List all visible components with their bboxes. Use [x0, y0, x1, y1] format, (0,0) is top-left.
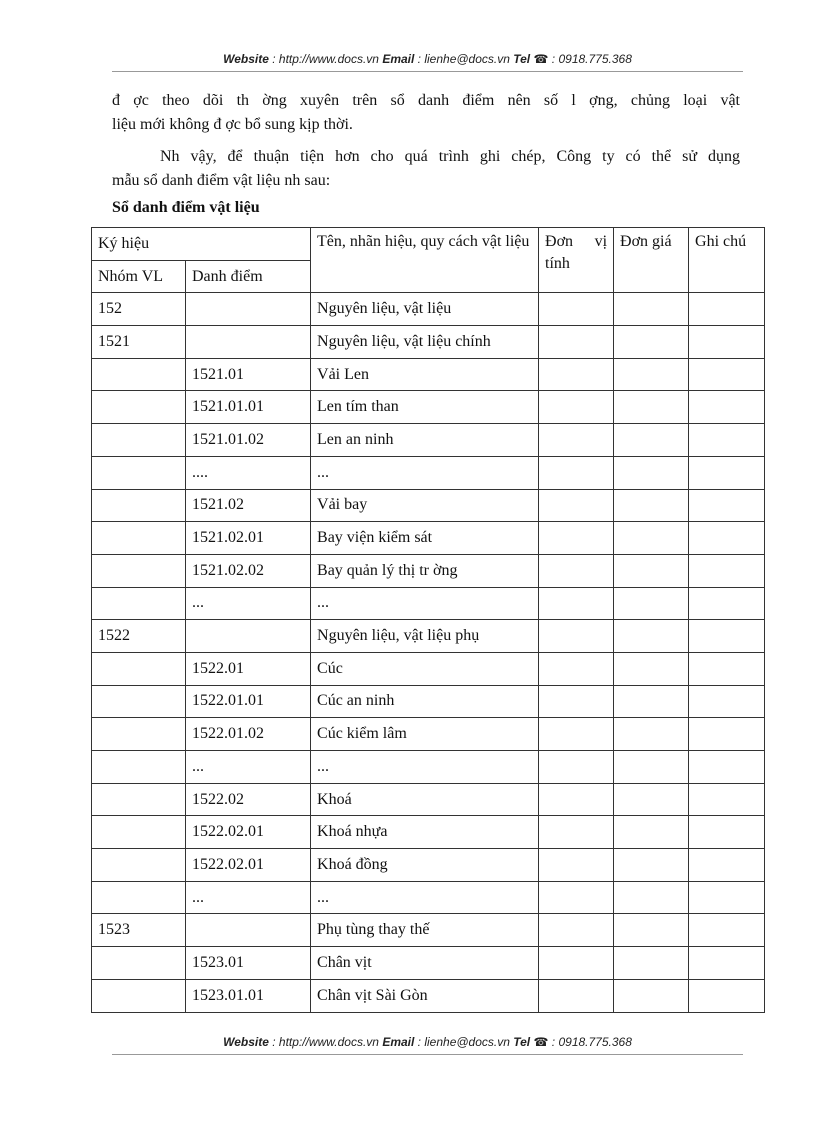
cell-nhom-vl: 1522 — [92, 620, 186, 653]
cell-don-gia — [614, 849, 689, 882]
cell-nhom-vl — [92, 718, 186, 751]
paragraph-1-line-1: đ ợc theo dõi th ờng xuyên trên sổ danh điểm nên số l ợng, chủng loại vật — [112, 92, 740, 109]
table-row — [92, 718, 765, 751]
table-row — [92, 554, 765, 587]
cell-don-vi — [539, 620, 614, 653]
table-row — [92, 816, 765, 849]
cell-danh-diem: ... — [186, 881, 311, 914]
cell-don-gia — [614, 391, 689, 424]
table-row — [92, 849, 765, 882]
cell-ghi-chu — [689, 914, 765, 947]
cell-don-gia — [614, 718, 689, 751]
cell-don-gia — [614, 947, 689, 980]
cell-ghi-chu — [689, 652, 765, 685]
cell-ghi-chu — [689, 391, 765, 424]
cell-danh-diem: 1521.01 — [186, 358, 311, 391]
website-url[interactable]: : http://www.docs.vn — [272, 52, 379, 66]
cell-ghi-chu — [689, 620, 765, 653]
cell-don-gia — [614, 522, 689, 555]
cell-nhom-vl — [92, 424, 186, 457]
table-row — [92, 783, 765, 816]
cell-ghi-chu — [689, 522, 765, 555]
cell-ghi-chu — [689, 685, 765, 718]
cell-don-gia — [614, 456, 689, 489]
header-ghi-chu: Ghi chú — [689, 228, 765, 293]
footer-divider — [112, 1054, 743, 1055]
cell-don-gia — [614, 685, 689, 718]
cell-ten: Cúc — [311, 652, 539, 685]
table-row — [92, 489, 765, 522]
header-danh-diem: Danh điểm — [186, 260, 311, 293]
table-body — [92, 293, 765, 1012]
cell-ten: Bay viện kiểm sát — [311, 522, 539, 555]
table-row — [92, 881, 765, 914]
cell-don-gia — [614, 881, 689, 914]
website-label: Website — [223, 1035, 269, 1049]
table-row — [92, 652, 765, 685]
header-ten: Tên, nhãn hiệu, quy cách vật liệu — [311, 228, 539, 293]
cell-nhom-vl: 1521 — [92, 326, 186, 359]
cell-ten: Len tím than — [311, 391, 539, 424]
cell-danh-diem — [186, 620, 311, 653]
paragraph-2-line-2: mẫu sổ danh điểm vật liệu nh sau: — [112, 172, 331, 189]
tel-value: : 0918.775.368 — [551, 1035, 632, 1049]
cell-ghi-chu — [689, 947, 765, 980]
header-nhom-vl: Nhóm VL — [92, 260, 186, 293]
cell-ten: ... — [311, 751, 539, 784]
cell-don-vi — [539, 293, 614, 326]
cell-ghi-chu — [689, 489, 765, 522]
cell-ghi-chu — [689, 979, 765, 1012]
tel-label: Tel — [513, 52, 531, 66]
cell-don-vi — [539, 652, 614, 685]
cell-don-vi — [539, 751, 614, 784]
cell-don-vi — [539, 718, 614, 751]
paragraph-2-line-1: Nh vậy, để thuận tiện hơn cho quá trình ghi chép, Công ty có thể sử dụng — [160, 148, 740, 165]
cell-don-gia — [614, 914, 689, 947]
page-header — [112, 52, 743, 66]
cell-danh-diem: 1522.01.02 — [186, 718, 311, 751]
cell-nhom-vl — [92, 489, 186, 522]
email-value[interactable]: : lienhe@docs.vn — [417, 1035, 510, 1049]
cell-ten: Len an ninh — [311, 424, 539, 457]
cell-don-vi — [539, 456, 614, 489]
cell-danh-diem: 1521.02 — [186, 489, 311, 522]
cell-don-vi — [539, 816, 614, 849]
cell-ghi-chu — [689, 751, 765, 784]
cell-don-vi — [539, 914, 614, 947]
cell-don-vi — [539, 685, 614, 718]
cell-don-vi — [539, 947, 614, 980]
header-ky-hieu: Ký hiệu — [92, 228, 311, 261]
cell-danh-diem: 1521.02.01 — [186, 522, 311, 555]
table-row — [92, 620, 765, 653]
cell-don-vi — [539, 979, 614, 1012]
cell-don-gia — [614, 293, 689, 326]
cell-ten: Vải Len — [311, 358, 539, 391]
table-row — [92, 424, 765, 457]
cell-don-vi — [539, 424, 614, 457]
cell-ten: Nguyên liệu, vật liệu — [311, 293, 539, 326]
cell-ghi-chu — [689, 293, 765, 326]
cell-ten: Chân vịt Sài Gòn — [311, 979, 539, 1012]
cell-nhom-vl — [92, 358, 186, 391]
cell-nhom-vl — [92, 816, 186, 849]
cell-don-vi — [539, 489, 614, 522]
email-label: Email — [382, 1035, 415, 1049]
website-label: Website — [223, 52, 269, 66]
cell-don-vi — [539, 326, 614, 359]
email-value[interactable]: : lienhe@docs.vn — [417, 52, 510, 66]
table-row — [92, 587, 765, 620]
cell-ten: Khoá đồng — [311, 849, 539, 882]
table-row — [92, 326, 765, 359]
phone-icon: ☎ — [533, 1035, 549, 1049]
cell-don-gia — [614, 783, 689, 816]
table-row — [92, 293, 765, 326]
table-row — [92, 751, 765, 784]
cell-ten: Phụ tùng thay thế — [311, 914, 539, 947]
table-row — [92, 358, 765, 391]
cell-ghi-chu — [689, 816, 765, 849]
cell-ten: ... — [311, 587, 539, 620]
cell-don-gia — [614, 489, 689, 522]
table-row — [92, 947, 765, 980]
paragraph-1-line-2: liệu mới không đ ợc bổ sung kịp thời. — [112, 116, 353, 133]
cell-danh-diem: ... — [186, 751, 311, 784]
cell-ghi-chu — [689, 849, 765, 882]
table-row — [92, 979, 765, 1012]
cell-ghi-chu — [689, 881, 765, 914]
cell-ghi-chu — [689, 718, 765, 751]
cell-nhom-vl: 152 — [92, 293, 186, 326]
cell-danh-diem: 1521.01.01 — [186, 391, 311, 424]
cell-ten: Khoá nhựa — [311, 816, 539, 849]
email-label: Email — [382, 52, 415, 66]
cell-nhom-vl — [92, 881, 186, 914]
cell-nhom-vl — [92, 685, 186, 718]
cell-don-vi — [539, 783, 614, 816]
cell-ghi-chu — [689, 456, 765, 489]
cell-nhom-vl — [92, 652, 186, 685]
tel-value: : 0918.775.368 — [551, 52, 632, 66]
cell-nhom-vl — [92, 391, 186, 424]
cell-nhom-vl — [92, 783, 186, 816]
header-divider — [112, 71, 743, 72]
cell-don-vi — [539, 849, 614, 882]
cell-ten: Nguyên liệu, vật liệu phụ — [311, 620, 539, 653]
materials-table — [91, 227, 765, 1013]
cell-don-gia — [614, 979, 689, 1012]
cell-danh-diem: 1522.01 — [186, 652, 311, 685]
cell-ghi-chu — [689, 554, 765, 587]
cell-ghi-chu — [689, 783, 765, 816]
section-title: Sổ danh điểm vật liệu — [112, 199, 260, 216]
cell-ten: Bay quản lý thị tr ờng — [311, 554, 539, 587]
cell-danh-diem: 1522.02.01 — [186, 849, 311, 882]
cell-danh-diem: .... — [186, 456, 311, 489]
cell-ten: Khoá — [311, 783, 539, 816]
cell-ten: ... — [311, 881, 539, 914]
cell-danh-diem — [186, 326, 311, 359]
cell-danh-diem: 1521.02.02 — [186, 554, 311, 587]
cell-danh-diem: 1522.02.01 — [186, 816, 311, 849]
cell-danh-diem: 1522.02 — [186, 783, 311, 816]
cell-ghi-chu — [689, 587, 765, 620]
cell-danh-diem — [186, 293, 311, 326]
cell-danh-diem: 1523.01 — [186, 947, 311, 980]
cell-don-gia — [614, 751, 689, 784]
header-don-gia: Đơn giá — [614, 228, 689, 293]
cell-ten: ... — [311, 456, 539, 489]
phone-icon: ☎ — [533, 52, 549, 66]
cell-don-vi — [539, 522, 614, 555]
cell-danh-diem: 1521.01.02 — [186, 424, 311, 457]
table-row — [92, 456, 765, 489]
tel-label: Tel — [513, 1035, 531, 1049]
cell-ten: Nguyên liệu, vật liệu chính — [311, 326, 539, 359]
cell-danh-diem — [186, 914, 311, 947]
cell-nhom-vl — [92, 587, 186, 620]
cell-danh-diem: 1522.01.01 — [186, 685, 311, 718]
table-row — [92, 914, 765, 947]
cell-don-vi — [539, 587, 614, 620]
cell-don-vi — [539, 881, 614, 914]
cell-don-gia — [614, 554, 689, 587]
cell-don-gia — [614, 620, 689, 653]
cell-don-gia — [614, 587, 689, 620]
website-url[interactable]: : http://www.docs.vn — [272, 1035, 379, 1049]
cell-don-vi — [539, 554, 614, 587]
cell-danh-diem: ... — [186, 587, 311, 620]
cell-danh-diem: 1523.01.01 — [186, 979, 311, 1012]
cell-don-gia — [614, 816, 689, 849]
cell-don-gia — [614, 326, 689, 359]
cell-nhom-vl — [92, 554, 186, 587]
cell-nhom-vl: 1523 — [92, 914, 186, 947]
cell-don-gia — [614, 424, 689, 457]
table-row — [92, 685, 765, 718]
cell-nhom-vl — [92, 522, 186, 555]
cell-nhom-vl — [92, 456, 186, 489]
cell-nhom-vl — [92, 947, 186, 980]
cell-ghi-chu — [689, 424, 765, 457]
cell-ten: Vải bay — [311, 489, 539, 522]
cell-ten: Chân vịt — [311, 947, 539, 980]
cell-don-vi — [539, 391, 614, 424]
cell-nhom-vl — [92, 979, 186, 1012]
cell-don-gia — [614, 652, 689, 685]
cell-ghi-chu — [689, 326, 765, 359]
table-row — [92, 522, 765, 555]
cell-don-gia — [614, 358, 689, 391]
header-don-vi: Đơn vị tính — [539, 228, 614, 293]
cell-nhom-vl — [92, 849, 186, 882]
cell-ghi-chu — [689, 358, 765, 391]
table-row — [92, 391, 765, 424]
page-footer — [112, 1035, 743, 1049]
cell-ten: Cúc kiểm lâm — [311, 718, 539, 751]
cell-don-vi — [539, 358, 614, 391]
cell-nhom-vl — [92, 751, 186, 784]
cell-ten: Cúc an ninh — [311, 685, 539, 718]
